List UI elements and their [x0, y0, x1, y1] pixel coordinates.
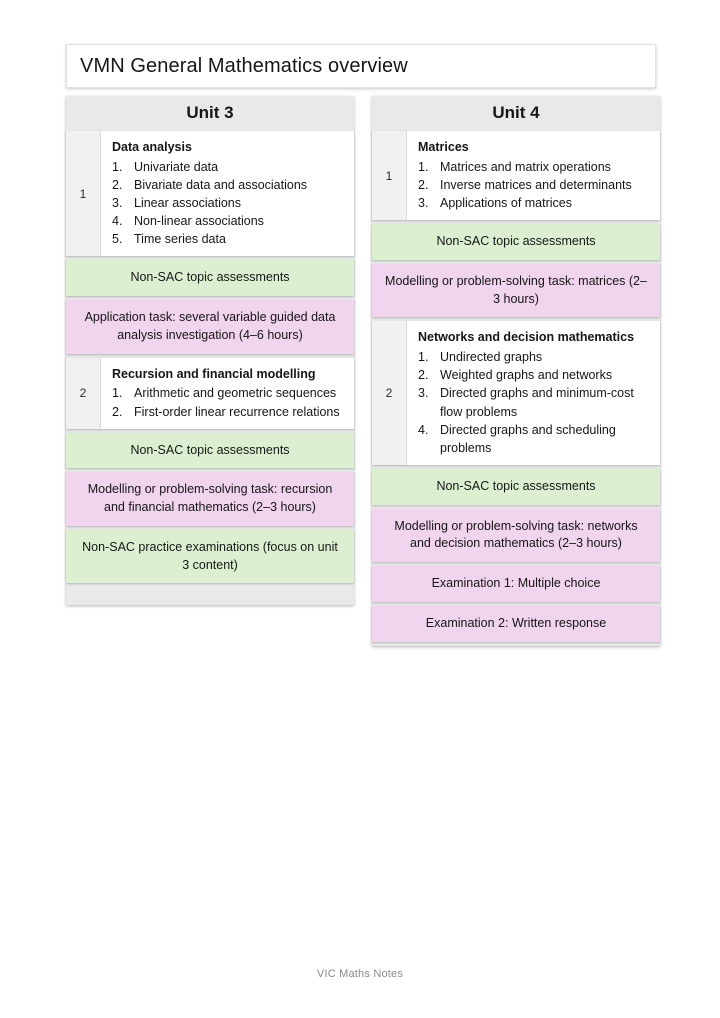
topic-number: 2 [372, 321, 407, 465]
topic-item-text: Directed graphs and minimum-cost flow problems [440, 386, 634, 419]
topic-list-item [112, 176, 346, 194]
table-filler-strip [66, 587, 354, 605]
topic-list-item [418, 348, 652, 366]
unit-column-4 [372, 96, 660, 646]
topic-title: Recursion and financial modelling [112, 366, 316, 381]
topic-body [407, 321, 660, 465]
topic-title: Networks and decision mathematics [418, 330, 635, 345]
sac-assessment-row: Examination 1: Multiple choice [372, 566, 660, 602]
topic-item-text: Time series data [134, 232, 226, 247]
topic-list-item [418, 421, 652, 457]
topic-item-number: 1. [112, 159, 123, 174]
topic-item-list [112, 384, 346, 420]
overview-title-box [66, 44, 656, 88]
unit-header-3: Unit 3 [66, 96, 354, 131]
topic-item-text: Univariate data [134, 159, 219, 174]
topic-list-item [418, 366, 652, 384]
non-sac-assessment-row: Non-SAC topic assessments [372, 224, 660, 260]
unit-column-3 [66, 96, 354, 605]
topic-item-number: 3. [418, 196, 429, 210]
topic-list-item [418, 194, 652, 212]
non-sac-assessment-row: Non-SAC topic assessments [66, 260, 354, 296]
non-sac-assessment-row: Non-SAC topic assessments [372, 469, 660, 505]
topic-item-text: Weighted graphs and networks [440, 368, 613, 383]
topic-list-item [112, 212, 346, 230]
non-sac-assessment-row: Non-SAC topic assessments [66, 433, 354, 469]
sac-assessment-row: Examination 2: Written response [372, 606, 660, 642]
unit-header-4: Unit 4 [372, 96, 660, 131]
topic-number: 2 [66, 358, 101, 429]
topic-item-number: 3. [418, 386, 429, 401]
topic-item-text: Directed graphs and scheduling problems [440, 422, 616, 455]
topic-item-text: Inverse matrices and determinants [440, 177, 632, 192]
topic-title: Matrices [418, 140, 469, 154]
topic-number: 1 [66, 131, 101, 256]
topic-item-text: Arithmetic and geometric sequences [134, 386, 337, 401]
topic-item-list [112, 158, 346, 249]
sac-assessment-row: Modelling or problem-solving task: networks and decision mathematics (2–3 hours) [372, 509, 660, 563]
topic-list-item [112, 384, 346, 402]
topic-list-item [418, 158, 652, 176]
topic-list-item [112, 194, 346, 212]
topic-item-number: 2. [112, 404, 123, 419]
topic-item-number: 1. [418, 350, 429, 365]
topic-item-number: 2. [418, 177, 429, 192]
page-footer: VIC Maths Notes [316, 968, 404, 980]
unit-3-rows [66, 131, 354, 605]
topic-list-item [112, 158, 346, 176]
topic-item-number: 1. [418, 159, 429, 174]
topic-item-number: 1. [112, 386, 123, 401]
sac-assessment-row: Modelling or problem-solving task: recursion and financial mathematics (2–3 hours) [66, 472, 354, 526]
topic-list-item [112, 230, 346, 248]
topic-body [407, 131, 660, 220]
topic-body [101, 358, 354, 429]
non-sac-assessment-row: Non-SAC practice examinations (focus on unit 3 content) [66, 530, 354, 584]
topic-row [372, 131, 660, 220]
topic-row [372, 321, 660, 465]
topic-item-number: 5. [112, 232, 123, 247]
sac-assessment-row: Modelling or problem-solving task: matrices (2–3 hours) [372, 264, 660, 318]
topic-item-text: Linear associations [134, 196, 242, 210]
topic-item-text: Matrices and matrix operations [440, 159, 611, 174]
topic-item-text: Applications of matrices [440, 196, 573, 210]
page-title: VMN General Mathematics overview [80, 54, 408, 77]
topic-list-item [112, 403, 346, 421]
topic-item-number: 2. [112, 177, 123, 192]
topic-row [66, 131, 354, 256]
topic-item-number: 4. [112, 214, 123, 229]
topic-item-list [418, 348, 652, 457]
topic-list-item [418, 384, 652, 420]
sac-assessment-row: Application task: several variable guided data analysis investigation (4–6 hours) [66, 300, 354, 354]
topic-item-number: 2. [418, 368, 429, 383]
topic-item-list [418, 158, 652, 212]
topic-item-text: Bivariate data and associations [134, 177, 308, 192]
topic-body [101, 131, 354, 256]
topic-title: Data analysis [112, 140, 192, 154]
topic-list-item [418, 176, 652, 194]
topic-item-text: First-order linear recurrence relations [134, 404, 340, 419]
topic-item-text: Undirected graphs [440, 350, 543, 365]
topic-item-number: 3. [112, 196, 123, 210]
topic-item-text: Non-linear associations [134, 214, 264, 229]
topic-number: 1 [372, 131, 407, 220]
topic-row [66, 358, 354, 429]
topic-item-number: 4. [418, 422, 429, 437]
unit-4-rows [372, 131, 660, 642]
